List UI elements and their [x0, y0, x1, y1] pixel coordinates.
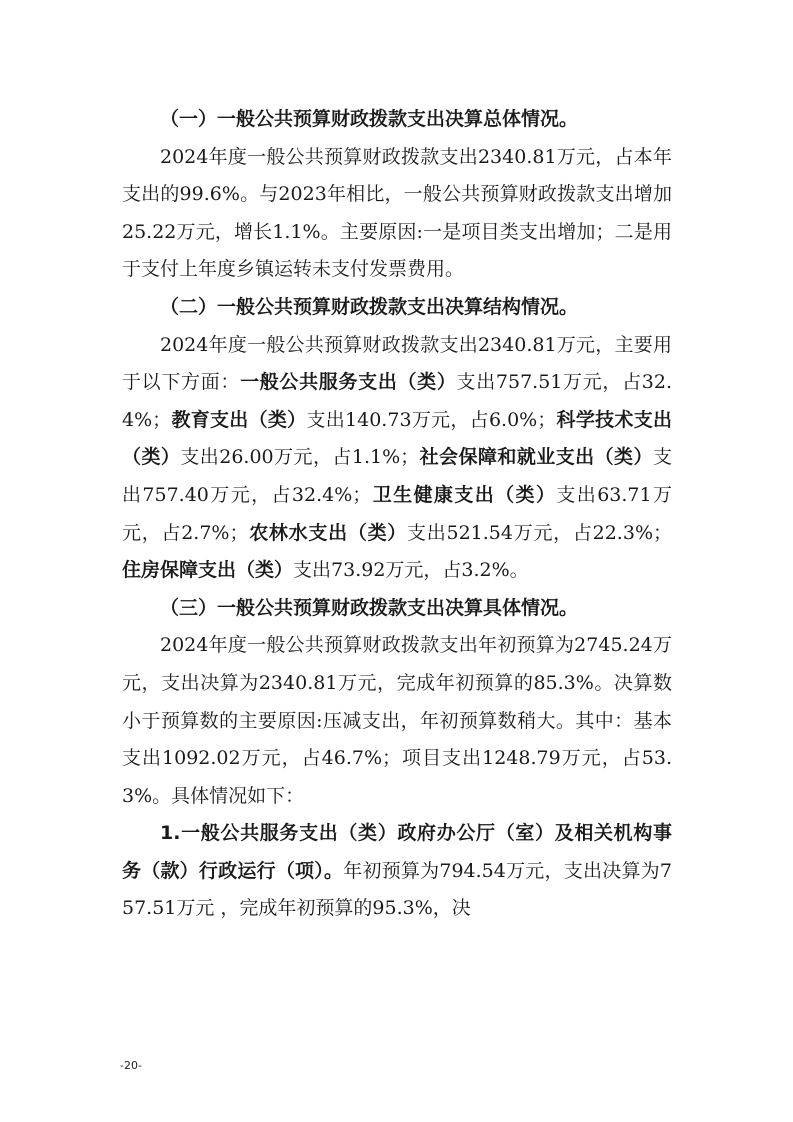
category-amount: 支出757.40万元，占32.4%；: [122, 446, 672, 506]
page-number: -20-: [120, 1059, 142, 1072]
section-heading-2: （二）一般公共预算财政拨款支出决算结构情况。: [160, 295, 579, 318]
document-page: [122, 101, 672, 928]
category-name: 住房保障支出（类）: [122, 559, 294, 582]
item-title: 1.一般公共服务支出（类）政府办公厅（室）及相关机构事务（款）行政运行（项）。: [122, 822, 672, 882]
category-amount: 支出26.00万元，占1.1%；: [180, 446, 420, 469]
section-paragraph-3: 2024年度一般公共预算财政拨款支出年初预算为2745.24万元，支出决算为2340.81万元，完成年初预算的85.3%。决算数小于预算数的主要原因:压减支出，年初预算数稍大。其中：基本支出1092.02万元，占46.7%；项目支出1248.79万元，占53.3%。具体情况如下：: [122, 634, 672, 807]
category-amount: 支出73.92万元，占3.2%。: [293, 559, 529, 582]
category-amount: 支出63.71万元，占2.7%；: [122, 483, 672, 544]
section-heading-1: （一）一般公共预算财政拨款支出决算总体情况。: [160, 108, 579, 130]
section-paragraph-1: 2024年度一般公共预算财政拨款支出2340.81万元，占本年支出的99.6%。与2023年相比，一般公共预算财政拨款支出增加25.22万元，增长1.1%。主要原因:一是项目类支出增加；二是用于支付上年度乡镇运转未支付发票费用。: [122, 145, 672, 281]
structure-intro: 2024年度一般公共预算财政拨款支出2340.81万元，主要用于以下方面：: [122, 333, 672, 394]
category-name: 教育支出（类）: [171, 408, 307, 431]
category-name: 社会保障和就业支出（类）: [419, 446, 653, 469]
category-amount: 支出140.73万元，占6.0%；: [306, 408, 557, 431]
category-name: 农林水支出（类）: [248, 521, 408, 544]
item-text: 年初预算为794.54万元，支出决算为757.51万元 ，完成年初预算的95.3%，决: [122, 859, 672, 920]
category-amount: 支出757.51万元，占32.4%；: [122, 371, 672, 431]
category-amount: 支出521.54万元，占22.3%；: [407, 521, 672, 544]
item-paragraph-1: [122, 815, 672, 928]
category-name: 科学技术支出（类）: [122, 408, 672, 469]
section-paragraph-2: [122, 327, 672, 590]
section-heading-3: （三）一般公共预算财政拨款支出决算具体情况。: [160, 596, 579, 619]
category-name: 一般公共服务支出（类）: [240, 371, 457, 394]
category-name: 卫生健康支出（类）: [371, 483, 557, 506]
